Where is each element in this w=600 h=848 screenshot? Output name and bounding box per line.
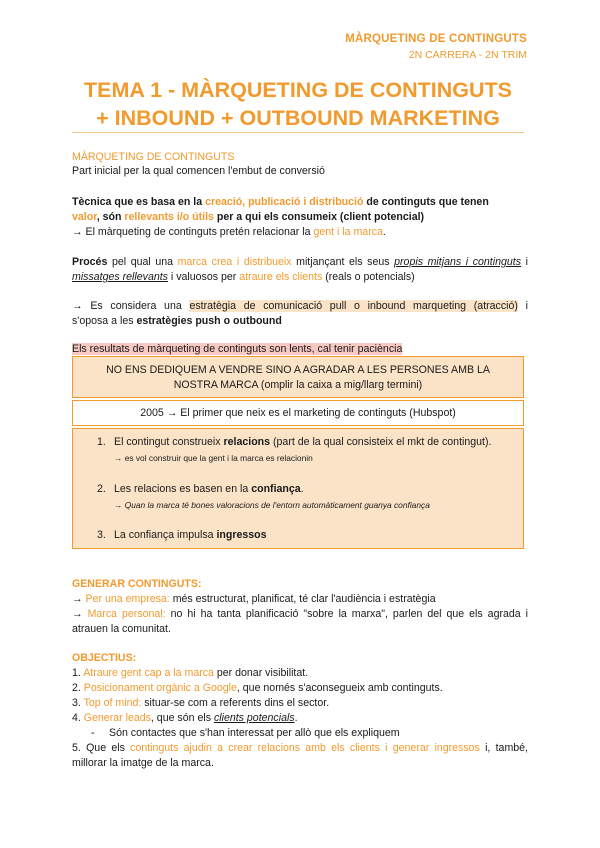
estrategia-line-2 [72, 314, 528, 329]
item-bold: confiança [251, 483, 301, 495]
o-text: . [294, 712, 298, 724]
t-text: Tècnica que es basa en la [72, 196, 206, 208]
p-text: i [521, 256, 528, 268]
p-text: Procés [72, 256, 108, 268]
o-emphasis: clients potencials [213, 712, 295, 724]
estrategia-line-1 [72, 299, 528, 314]
callout-box [72, 356, 524, 398]
t-highlight: gent i la marca [313, 226, 383, 238]
list-subitem: → es vol construir que la gent i la marca es relacionin [114, 453, 313, 463]
history-box [72, 400, 524, 426]
callout-line-2 [73, 378, 523, 393]
resultats-highlight: Els resultats de màrqueting de continguts son lents, cal tenir paciència [72, 343, 403, 355]
e-bold: estratègies push o outbound [136, 315, 282, 327]
o-text: per donar visibilitat. [213, 667, 309, 679]
t-text: . [382, 226, 386, 238]
title-line-2: + INBOUND + OUTBOUND MARKETING [96, 106, 500, 130]
objectiu-1 [72, 666, 528, 681]
objectiu-5-cont: millorar la imatge de la marca. [72, 757, 214, 769]
o-highlight: continguts ajudin a crear relacions amb els clients i generar ingressos [130, 742, 480, 754]
o-num: 1. [72, 667, 84, 679]
p-text: mitjançant els seus [291, 256, 395, 268]
objectiu-5 [72, 741, 528, 756]
o-text: , que són els [150, 712, 214, 724]
item-text: (part de la qual consisteix el mkt de contingut). [270, 436, 492, 448]
o-highlight: Generar leads [83, 712, 151, 724]
e-text: i [517, 300, 528, 312]
course-term: 2N CARRERA - 2N TRIM [408, 49, 527, 61]
o-text: situar-se com a referents dins el sector. [141, 697, 330, 709]
generar-line-1 [72, 592, 528, 607]
p-text: i valuosos per [167, 271, 240, 283]
history-text: 2005 → El primer que neix es el marketing de continguts (Hubspot) [140, 407, 456, 419]
item-bold: relacions [223, 436, 271, 448]
generar-heading: GENERAR CONTINGUTS: [72, 578, 202, 590]
g-text: més estructurat, planificat, té clar l'audiència i estratègia [169, 593, 436, 605]
g-highlight: Marca personal: [87, 608, 166, 620]
o-highlight: Atraure gent cap a la marca [83, 667, 214, 679]
p-text: (reals o potencials) [322, 271, 415, 283]
o-num: 4. [72, 712, 84, 724]
title-line-1: TEMA 1 - MÀRQUETING DE CONTINGUTS [83, 78, 512, 102]
steps-box [72, 428, 524, 549]
objectiu-4 [72, 711, 528, 726]
p-emphasis: propis mitjans i continguts [394, 256, 522, 268]
dash-bullet: - [91, 727, 95, 739]
g-text: → [72, 608, 88, 620]
e-highlight: estratègia de comunicació pull o inbound marqueting (atracció) [189, 300, 518, 312]
list-item [97, 528, 267, 542]
o-highlight: Top of mind: [83, 697, 142, 709]
t-highlight: valor [72, 211, 97, 223]
t-highlight: creació, publicació i distribució [205, 196, 364, 208]
p-highlight: marca crea i distribueix [177, 256, 292, 268]
p-emphasis: missatges rellevants [72, 271, 168, 283]
callout-note: (omplir la caixa a mig/llarg termini) [257, 379, 423, 391]
tecnica-paragraph [72, 195, 528, 240]
t-highlight: rellevants i/o útils [124, 211, 214, 223]
o-num: 5. Que els [72, 742, 131, 754]
objectiu-2 [72, 681, 528, 696]
objectius-heading: OBJECTIUS: [72, 652, 137, 664]
objectiu-4-subitem [91, 726, 528, 741]
list-item [97, 482, 304, 496]
generar-line-2 [72, 607, 528, 622]
course-name: MÀRQUETING DE CONTINGUTS [345, 33, 527, 45]
proces-line-1 [72, 255, 528, 270]
item-number: 1. [97, 436, 106, 448]
t-text: per a qui els consumeix (client potencial) [213, 211, 425, 223]
intro-subtitle: Part inicial per la qual comencen l'embut de conversió [72, 165, 325, 177]
list-subitem: → Quan la marca té bones valoracions de l'entorn automàticament guanya confiança [114, 500, 430, 510]
p-text: pel qual una [107, 256, 178, 268]
o-text: i, també, [479, 742, 528, 754]
item-text: El contingut construeix [114, 436, 224, 448]
resultats-note [72, 342, 528, 357]
g-text: no hi ha tanta planificació "sobre la marxa", parlen del que els agrada i [165, 608, 529, 620]
intro-heading: MÀRQUETING DE CONTINGUTS [72, 151, 235, 163]
o-text: , que només s'aconsegueix amb continguts. [236, 682, 443, 694]
page-title [72, 76, 524, 132]
callout-emphasis: NOSTRA MARCA [173, 379, 258, 391]
proces-line-2 [72, 270, 528, 285]
e-text: s'oposa a les [72, 315, 137, 327]
o-text: Són contactes que s'han interessat per allò que els expliquem [109, 727, 400, 739]
item-text: La confiança impulsa [114, 529, 217, 541]
item-number: 2. [97, 483, 106, 495]
o-num: 2. [72, 682, 84, 694]
t-text: de continguts que tenen [363, 196, 489, 208]
g-text: → [72, 593, 86, 605]
o-num: 3. [72, 697, 84, 709]
e-text: → Es considera una [72, 300, 190, 312]
p-highlight: atraure els clients [239, 271, 323, 283]
t-text: , són [96, 211, 125, 223]
callout-line-1: NO ENS DEDIQUEM A VENDRE SINO A AGRADAR A LES PERSONES AMB LA [106, 364, 490, 376]
item-number: 3. [97, 529, 106, 541]
o-highlight: Posicionament orgànic a Google [83, 682, 237, 694]
title-divider [72, 132, 524, 133]
generar-line-3: atrauen la comunitat. [72, 623, 171, 635]
t-text: → El màrqueting de continguts pretén relacionar la [72, 226, 314, 238]
objectiu-3 [72, 696, 528, 711]
list-item [97, 435, 491, 449]
item-bold: ingressos [216, 529, 267, 541]
item-text: Les relacions es basen en la [114, 483, 252, 495]
item-text: . [300, 483, 304, 495]
g-highlight: Per una empresa: [85, 593, 170, 605]
